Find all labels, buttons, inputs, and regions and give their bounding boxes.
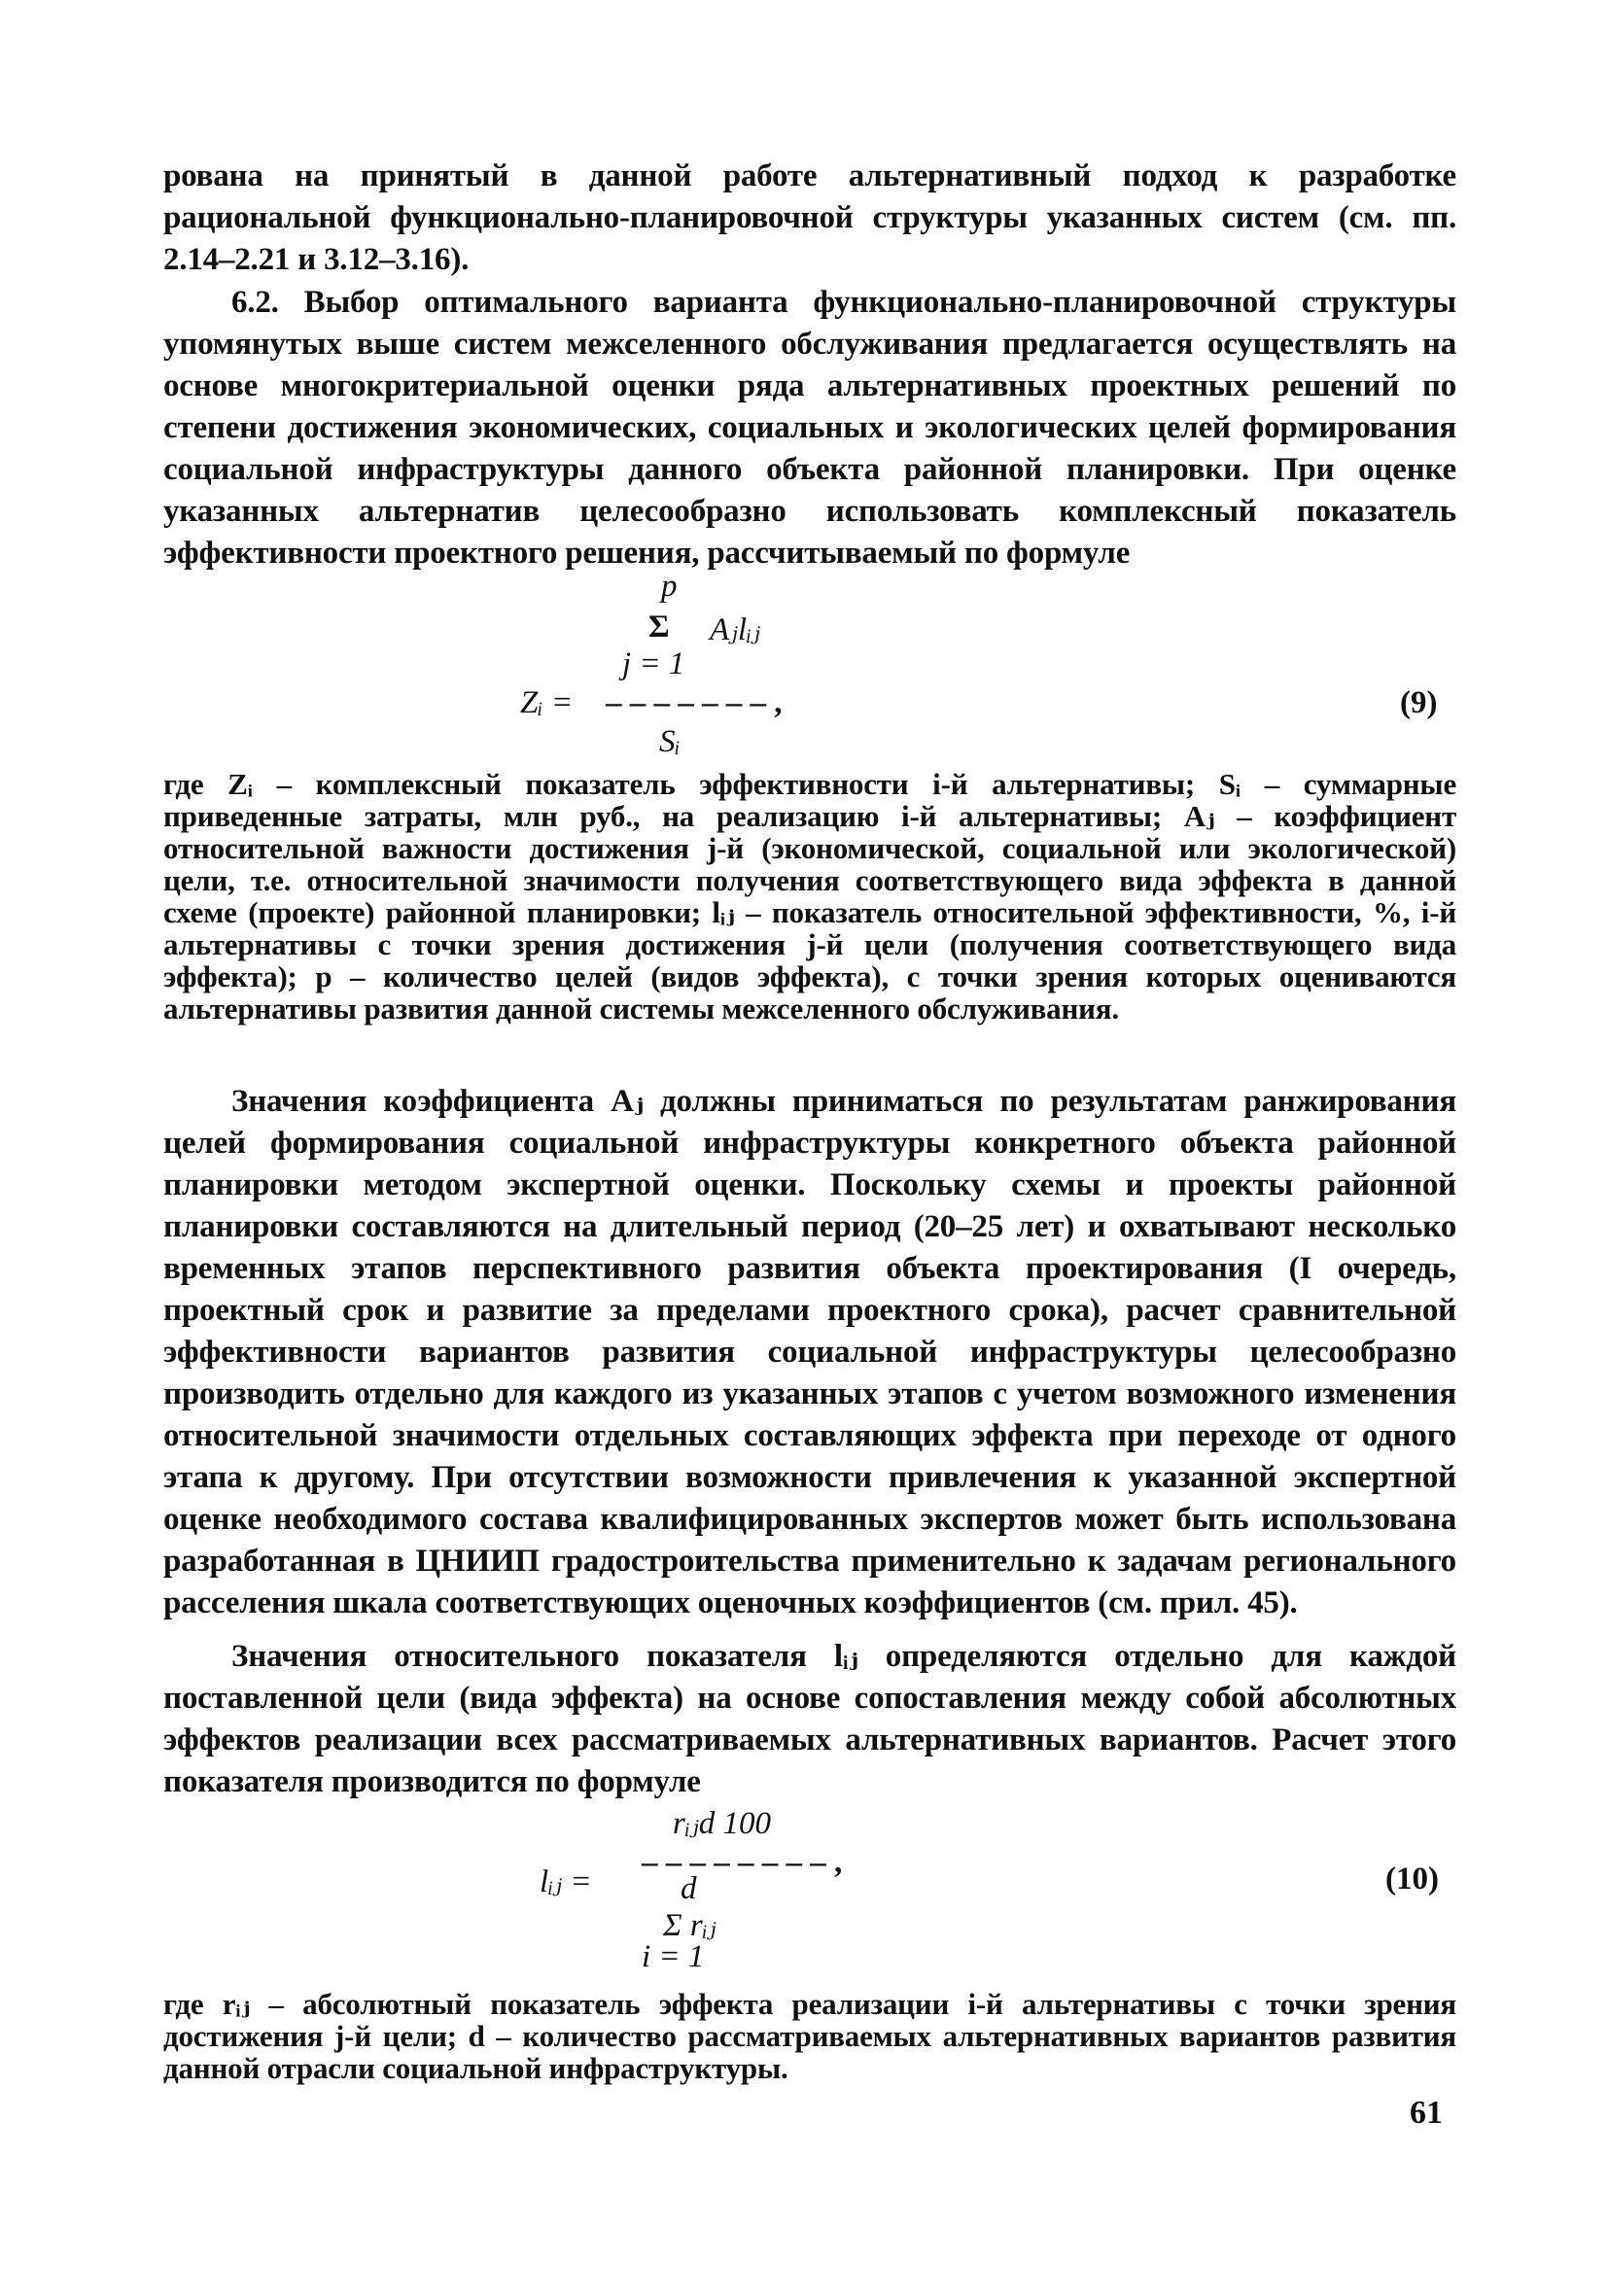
formula-sum-sign: Σ rᵢⱼ: [663, 1908, 717, 1943]
equation-number-10: (10): [1385, 1861, 1439, 1896]
formula-upper-limit: p: [661, 569, 678, 604]
paragraph-text: где Zᵢ – комплексный показатель эффективности i-й альтернативы; Sᵢ – суммарные приведенные затраты, млн руб., на реализацию i-й альтернативы; Aⱼ – коэффициент относительной важности достижения j-й (экономической, социальной или экологической) цели, т.е. относительной значимости получения соответствующего вида эффекта в данной схеме (проекте) районной планировки; lᵢⱼ – показатель относительной эффективности, %, i-й альтернативы с точки зрения достижения j-й цели (получения соответствующего вида эффекта); p – количество целей (видов эффекта), с точки зрения которых оцениваются альтернативы развития данной системы межселенного обслуживания.: [163, 767, 1457, 1026]
equation-number-9: (9): [1400, 685, 1438, 720]
paragraph-6-2: [163, 282, 1456, 574]
formula-fraction-bar: – – – – – – – – ,: [642, 1845, 843, 1880]
paragraph-definitions-10: [163, 1988, 1456, 2084]
formula-lhs: lᵢⱼ =: [540, 1864, 592, 1899]
page-number: 61: [1410, 2095, 1443, 2131]
paragraph-text: Выбор оптимального варианта функционально-планировочной структуры упомянутых выше систем межселенного обслуживания предлагается осуществлять на основе многокритериальной оценки ряда альтернативных проектных решений по степени достижения экономических, социальных и экологических целей формирования социальной инфраструктуры данного объекта районной планировки. При оценке указанных альтернатив целесообразно использовать комплексный показатель эффективности проектного решения, рассчитываемый по формуле: [163, 285, 1456, 571]
formula-lhs: Zᵢ =: [520, 685, 574, 720]
paragraph-continuation: [163, 156, 1456, 281]
paragraph-text: где rᵢⱼ – абсолютный показатель эффекта реализации i-й альтернативы с точки зрения достижения j-й цели; d – количество рассматриваемых альтернативных вариантов развития данной отрасли социальной инфраструктуры.: [163, 1987, 1456, 2085]
formula-sum-upper-limit: d: [681, 1871, 697, 1906]
paragraph-text: Значения относительного показателя lᵢⱼ определяются отдельно для каждой поставленной цели (вида эффекта) на основе сопоставления между собой абсолютных эффектов реализации всех рассматриваемых альтернативных вариантов. Расчет этого показателя производится по формуле: [163, 1639, 1456, 1799]
formula-lower-index: j = 1: [622, 646, 685, 681]
formula-term: Aⱼlᵢⱼ: [710, 612, 760, 647]
paragraph-coefficient: [163, 1081, 1456, 1624]
paragraph-definitions-9: [163, 768, 1456, 1025]
formula-denominator: Sᵢ: [659, 724, 681, 759]
section-number: 6.2.: [231, 285, 279, 320]
paragraph-relative-index: [163, 1636, 1456, 1803]
formula-fraction-bar: – – – – – – – ,: [606, 685, 783, 720]
paragraph-text: рована на принятый в данной работе альтернативный подход к разработке рациональной функционально-планировочной структуры указанных систем (см. пп. 2.14–2.21 и 3.12–3.16).: [163, 158, 1456, 277]
formula-sum-sign: Σ: [648, 609, 670, 644]
formula-lower-index: i = 1: [642, 1939, 705, 1974]
formula-numerator: rᵢⱼd 100: [673, 1806, 772, 1841]
paragraph-text: Значения коэффициента Aⱼ должны приниматься по результатам ранжирования целей формирования социальной инфраструктуры конкретного объекта районной планировки методом экспертной оценки. Поскольку схемы и проекты районной планировки составляются на длительный период (20–25 лет) и охватывают несколько временных этапов перспективного развития объекта проектирования (I очередь, проектный срок и развитие за пределами проектного срока), расчет сравнительной эффективности вариантов развития социальной инфраструктуры целесообразно производить отдельно для каждого из указанных этапов с учетом возможного изменения относительной значимости отдельных составляющих эффекта при переходе от одного этапа к другому. При отсутствии возможности привлечения к указанной экспертной оценке необходимого состава квалифицированных экспертов может быть использована разработанная в ЦНИИП градостроительства применительно к задачам регионального расселения шкала соответствующих оценочных коэффициентов (см. прил. 45).: [163, 1084, 1456, 1620]
